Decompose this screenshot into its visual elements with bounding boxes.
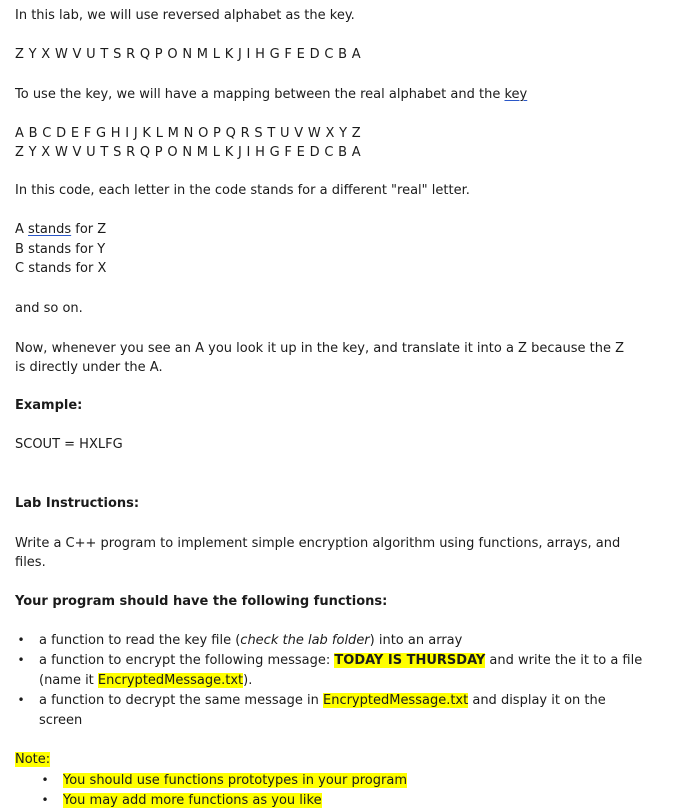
highlighted-filename: EncryptedMessage.txt [322, 693, 469, 708]
reversed-key-line: Z Y X W V U T S R Q P O N M L K J I H G F E D C B A [15, 47, 361, 62]
note-item [63, 791, 322, 811]
code-description: In this code, each letter in the code stands for a different "real" letter. [15, 183, 470, 198]
stands-target: for Z [71, 222, 107, 237]
alphabet-line: A B C D E F G H I J K L M N O P Q R S T U V W X Y Z [15, 126, 361, 141]
stands-line-b [15, 241, 105, 259]
stands-line-c [15, 260, 106, 278]
key-word: key [504, 87, 528, 102]
bullet-icon: • [17, 653, 25, 667]
stands-target: for X [71, 261, 107, 276]
stands-word: stands [28, 261, 72, 276]
bullet-text-part: a function to encrypt the following message: [39, 653, 335, 668]
stands-letter: C [15, 261, 29, 276]
bullet-encrypt [39, 651, 642, 671]
bullet-text-part: a function to decrypt the same message in [39, 693, 323, 708]
bullet-text-part: (name it [39, 673, 98, 688]
mapping-text [15, 86, 527, 104]
note-text: You may add more functions as you like [63, 793, 322, 808]
bullet-decrypt-line2: screen [39, 713, 83, 728]
bullet-text-part: ). [243, 673, 253, 688]
highlighted-filename: EncryptedMessage.txt [97, 673, 244, 688]
stands-word: stands [28, 222, 72, 237]
bullet-text-part: ) into an array [369, 633, 463, 648]
bullet-icon: • [17, 633, 25, 647]
lab-instructions-heading: Lab Instructions: [15, 496, 140, 511]
bullet-text-part: a function to read the key file ( [39, 633, 241, 648]
bullet-icon: • [17, 693, 25, 707]
note-label [15, 751, 50, 769]
stands-word: stands [28, 242, 72, 257]
stands-target: for Y [71, 242, 106, 257]
note-text: You should use functions prototypes in your program [63, 773, 407, 788]
highlighted-message: TODAY IS THURSDAY [334, 653, 486, 668]
example-value: SCOUT = HXLFG [15, 437, 123, 452]
and-so-on: and so on. [15, 301, 83, 316]
functions-heading: Your program should have the following functions: [15, 594, 388, 609]
intro-text: In this lab, we will use reversed alphabet as the key. [15, 8, 355, 23]
note-item [63, 771, 407, 791]
mapping-sentence: To use the key, we will have a mapping between the real alphabet and the [15, 87, 505, 102]
example-heading: Example: [15, 398, 83, 413]
bullet-text-part: and write the it to a file [485, 653, 643, 668]
stands-letter: B [15, 242, 29, 257]
bullet-icon: • [41, 793, 49, 807]
lookup-description: Now, whenever you see an A you look it up in the key, and translate it into a Z because the Z is directly under the A. [15, 341, 624, 375]
lab-folder-italic: check the lab folder [240, 633, 370, 648]
bullet-read-key [39, 631, 462, 651]
bullet-decrypt [39, 691, 606, 711]
reversed-key-line-2: Z Y X W V U T S R Q P O N M L K J I H G F E D C B A [15, 145, 361, 160]
note-label-text: Note: [15, 752, 51, 767]
bullet-text-part: and display it on the [468, 693, 606, 708]
stands-line-a [15, 221, 106, 239]
lab-description: Write a C++ program to implement simple encryption algorithm using functions, arrays, and files. [15, 536, 621, 570]
bullet-encrypt-line2 [39, 671, 252, 691]
bullet-icon: • [41, 773, 49, 787]
stands-letter: A [15, 222, 29, 237]
